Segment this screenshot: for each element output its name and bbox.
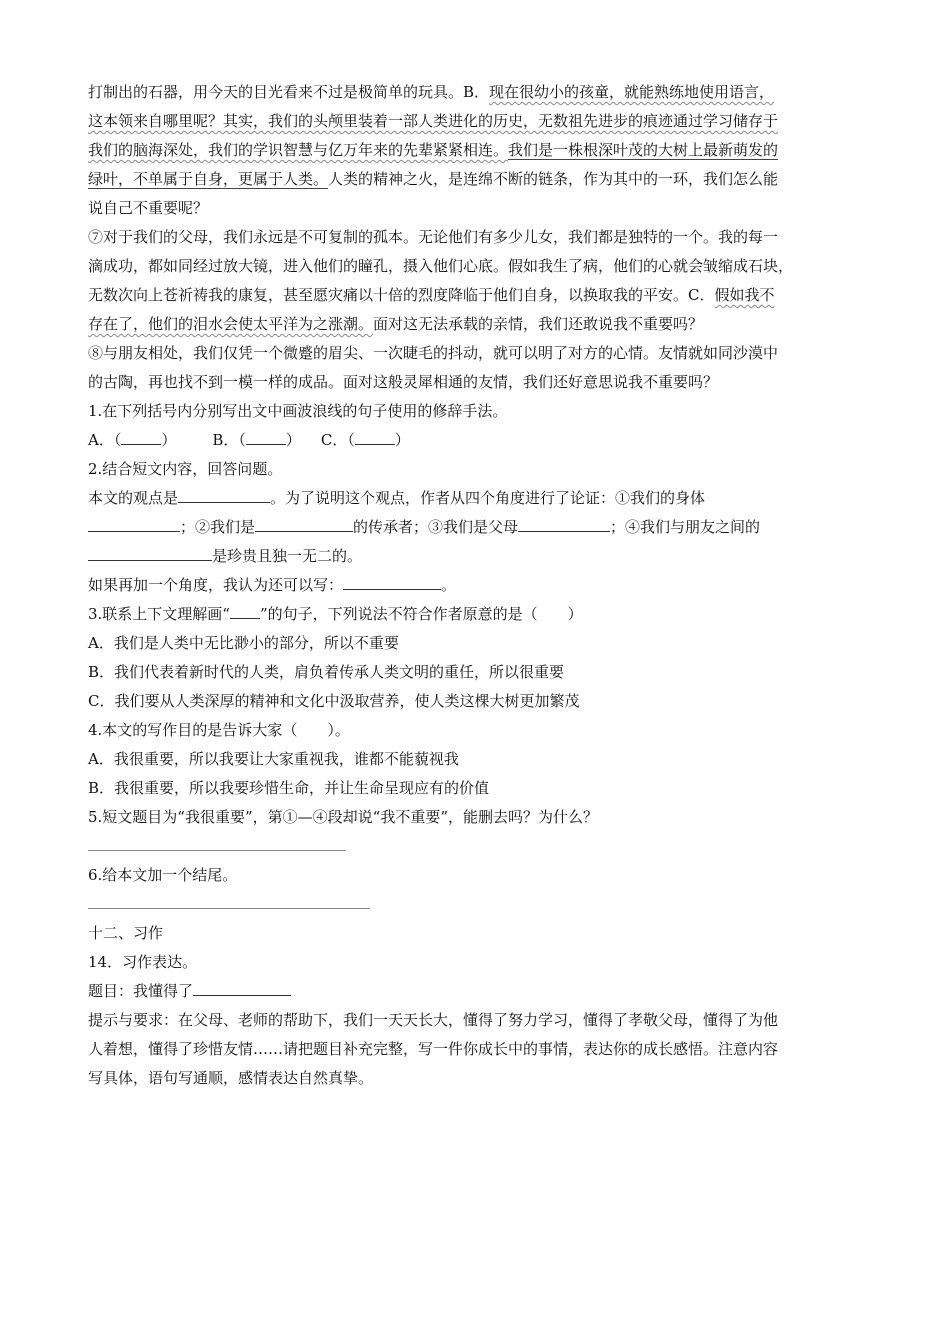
question-1 [88, 397, 868, 426]
requirements-text: 提示与要求：在父母、老师的帮助下，我们一天天长大，懂得了努力学习，懂得了孝敬父母，懂得了为他 [88, 1011, 779, 1029]
question-2-text: ；②我们是 [180, 518, 256, 536]
parents-blank[interactable] [518, 513, 610, 532]
option-text: C．我们要从人类深厚的精神和文化中汲取营养，使人类这棵大树更加繁茂 [88, 692, 580, 710]
section-12-heading: 十二、习作 [88, 924, 164, 942]
paragraph-8-text: 的古陶，再也找不到一模一样的成品。面对这般灵犀相通的友情，我们还好意思说我不重要吗？ [88, 373, 719, 391]
answer-b-label: B．（ [212, 431, 246, 449]
question-6 [88, 861, 868, 890]
passage-line [88, 252, 868, 281]
question-2-text: 。为了说明这个观点，作者从四个角度进行了论证：①我们的身体 [270, 489, 706, 507]
question-6-answer-line[interactable] [88, 890, 868, 919]
passage-line [88, 368, 868, 397]
answer-a-blank[interactable] [121, 426, 161, 445]
essay-title-label: 题目：我懂得了 [88, 982, 194, 1000]
requirements-line [88, 1006, 868, 1035]
option-b[interactable] [88, 658, 868, 687]
essay-title [88, 977, 868, 1006]
essay-title-blank[interactable] [193, 977, 291, 996]
option-text: B．我们代表着新时代的人类，肩负着传承人类文明的重任，所以很重要 [88, 663, 565, 681]
passage-line [88, 165, 868, 194]
friendship-blank[interactable] [88, 542, 212, 561]
question-3-text: 3.联系上下文理解画“ [88, 605, 230, 623]
question-5-text: 5.短文题目为“我很重要”，第①—④段却说“我不重要”，能删去吗？为什么？ [88, 808, 598, 826]
question-4 [88, 716, 868, 745]
close-paren: ） [161, 431, 177, 449]
option-b[interactable] [88, 774, 868, 803]
question-2-text: 。 [441, 576, 457, 594]
passage-line [88, 310, 868, 339]
question-4-text: 4.本文的写作目的是告诉大家（ ）。 [88, 721, 350, 739]
paragraph-7-text: ⑦对于我们的父母，我们永远是不可复制的孤本。无论他们有多少儿女，我们都是独特的一个。我的每一 [88, 228, 779, 246]
requirements-line [88, 1064, 868, 1093]
underlined-sentence: 绿叶，不单属于自身，更属于人类。 [88, 170, 329, 188]
question-2-text: ；④我们与朋友之间的 [610, 518, 761, 536]
close-paren: ） [285, 431, 301, 449]
underline-sample [230, 604, 260, 619]
option-c[interactable] [88, 687, 868, 716]
question-6-text: 6.给本文加一个结尾。 [88, 866, 238, 884]
option-text: A．我很重要，所以我要让大家重视我，谁都不能藐视我 [88, 750, 459, 768]
question-2-text: 是珍贵且独一无二的。 [212, 547, 363, 565]
wavy-underlined-sentence-c: 存在了，他们的泪水会使太平洋为之涨潮。 [88, 315, 374, 333]
wavy-underlined-sentence-b: 我们的脑海深处，我们的学识智慧与亿万年来的先辈紧紧相连。 [88, 141, 509, 159]
passage-line [88, 281, 868, 310]
answer-c-blank[interactable] [355, 426, 395, 445]
question-2 [88, 455, 868, 484]
passage-line [88, 136, 868, 165]
passage-line [88, 78, 868, 107]
paragraph-8-text: ⑧与朋友相处，我们仅凭一个微蹙的眉尖、一次睫毛的抖动，就可以明了对方的心情。友情就如同沙漠中 [88, 344, 779, 362]
question-2-text: 的传承者；③我们是父母 [353, 518, 519, 536]
close-paren: ） [394, 431, 410, 449]
passage-text: 人类的精神之火，是连绵不断的链条，作为其中的一环，我们怎么能 [328, 170, 779, 188]
viewpoint-blank[interactable] [178, 484, 270, 503]
question-2-line [88, 542, 868, 571]
question-2-text: 本文的观点是 [88, 489, 179, 507]
paragraph-7-text: 滴成功，都如同经过放大镜，进入他们的瞳孔，摄入他们心底。假如我生了病，他们的心就会皱缩成石块， [88, 257, 794, 275]
question-2-text: 2.结合短文内容，回答问题。 [88, 460, 283, 478]
question-5-answer-line[interactable] [88, 832, 868, 861]
requirements-text: 人着想，懂得了珍惜友情……请把题目补充完整，写一件你成长中的事情，表达你的成长感悟。注意内容 [88, 1040, 779, 1058]
question-14 [88, 948, 868, 977]
question-3 [88, 600, 868, 629]
requirements-text: 写具体，语句写通顺，感情表达自然真挚。 [88, 1069, 374, 1087]
question-14-text: 14．习作表达。 [88, 953, 198, 971]
extra-angle-blank[interactable] [343, 571, 441, 590]
question-1-answers [88, 426, 868, 455]
question-2-text: 如果再加一个角度，我认为还可以写： [88, 576, 344, 594]
question-2-line [88, 484, 868, 513]
question-2-line [88, 571, 868, 600]
option-text: B．我很重要，所以我要珍惜生命，并让生命呈现应有的价值 [88, 779, 490, 797]
answer-a-label: A．（ [88, 431, 122, 449]
answer-b-blank[interactable] [246, 426, 286, 445]
passage-text: 打制出的石器，用今天的目光看来不过是极简单的玩具。B． [88, 83, 490, 101]
option-a[interactable] [88, 745, 868, 774]
option-text: A．我们是人类中无比渺小的部分，所以不重要 [88, 634, 399, 652]
question-2-line [88, 513, 868, 542]
question-3-text: ”的句子，下列说法不符合作者原意的是（ ） [259, 605, 583, 623]
section-heading [88, 919, 868, 948]
wavy-underlined-sentence-c: 假如我不 [714, 286, 775, 304]
option-a[interactable] [88, 629, 868, 658]
underlined-sentence: 我们是一株根深叶茂的大树上最新萌发的 [508, 141, 779, 159]
wavy-underlined-sentence-b: 这本领来自哪里呢？其实，我们的头颅里装着一部人类进化的历史，无数祖先进步的痕迹通过学习储存于 [88, 112, 779, 130]
body-blank[interactable] [88, 513, 180, 532]
paragraph-7-text: 面对这无法承载的亲情，我们还敢说我不重要吗？ [373, 315, 704, 333]
passage-line [88, 223, 868, 252]
passage-line [88, 107, 868, 136]
answer-c-label: C．（ [320, 431, 355, 449]
passage-line [88, 339, 868, 368]
question-5 [88, 803, 868, 832]
requirements-line [88, 1035, 868, 1064]
inheritor-blank[interactable] [255, 513, 353, 532]
worksheet-content [88, 78, 868, 1093]
passage-text: 说自己不重要呢？ [88, 199, 209, 217]
wavy-underlined-sentence-b: 现在很幼小的孩童，就能熟练地使用语言， [489, 83, 775, 101]
paragraph-7-text: 无数次向上苍祈祷我的康复，甚至愿灾痛以十倍的烈度降临于他们自身，以换取我的平安。C． [88, 286, 715, 304]
question-1-text: 1.在下列括号内分别写出文中画波浪线的句子使用的修辞手法。 [88, 402, 508, 420]
passage-line [88, 194, 868, 223]
